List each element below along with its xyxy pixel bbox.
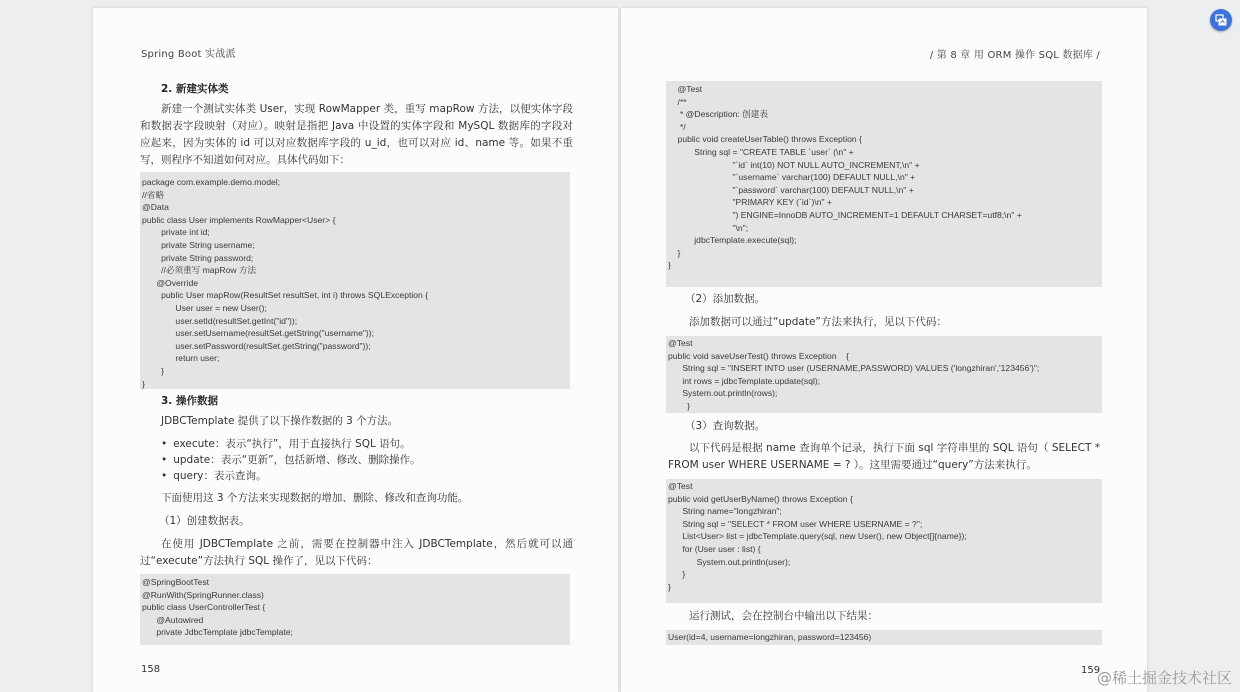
list-item: • query：表示查询。 bbox=[161, 468, 571, 484]
section-2-paragraph: 新建一个测试实体类 User，实现 RowMapper 类，重写 mapRow 方法，以便实体字段和数据表字段映射（对应）。映射是指把 Java 中设置的实体字段和 MySQL 数据库的字段对应起来，因为实体的 id 可以对应数据库字段的 u_id，也可以对应 id、name 等。如果不重写，则程序不知道如何对应。具体代码如下： bbox=[140, 103, 573, 166]
create-table-code-block: @Test /** * @Description: 创建表 */ public void createUserTable() throws Exception { String sql = "CREATE TABLE `user` (\n" + "`id` int(10) NOT NULL AUTO_INCREMENT,\n" + "`username` varchar(100) DEFAULT NULL,\n" + "`password` varchar(100) DEFAULT NULL,\n" + "PRIMARY KEY (`id`)\n" + ") ENGINE=InnoDB AUTO_INCREMENT=1 DEFAULT CHARSET=utf8;\n" + "\n"; jdbcTemplate.execute(sql); } } bbox=[666, 81, 1102, 287]
list-item: • update：表示“更新”，包括新增、修改、删除操作。 bbox=[161, 452, 571, 468]
method-list bbox=[161, 436, 571, 484]
console-output-block: User(id=4, username=longzhiran, password=123456) bbox=[666, 630, 1102, 645]
add-data-paragraph: 添加数据可以通过“update”方法来执行，见以下代码： bbox=[689, 316, 947, 328]
query-paragraph: 以下代码是根据 name 查询单个记录，执行下面 sql 字符串里的 SQL 语句（ SELECT * FROM user WHERE USERNAME = ? ）。这里需要通过“query”方法来执行。 bbox=[668, 442, 1100, 471]
page-number: 159 bbox=[1081, 665, 1101, 676]
section-3-title: 3. 操作数据 bbox=[161, 395, 218, 407]
list-item: • execute：表示“执行”，用于直接执行 SQL 语句。 bbox=[161, 436, 571, 452]
subsection-3-title: （3）查询数据。 bbox=[685, 420, 766, 432]
get-user-code-block: @Test public void getUserByName() throws Exception { String name="longzhiran"; String sql = "SELECT * FROM user WHERE USERNAME = ?"; List<User> list = jdbcTemplate.query(sql, new User(), new Object[]{name}); for (User user : list) { System.out.println(user); } } bbox=[666, 479, 1102, 603]
section-3-intro: JDBCTemplate 提供了以下操作数据的 3 个方法。 bbox=[161, 415, 399, 427]
controller-test-code-block: @SpringBootTest @RunWith(SpringRunner.class) public class UserControllerTest { @Autowired private JdbcTemplate jdbcTemplate; bbox=[140, 574, 570, 645]
chapter-header: / 第 8 章 用 ORM 操作 SQL 数据库 / bbox=[929, 50, 1100, 61]
floating-action-button[interactable] bbox=[1210, 9, 1232, 31]
methods-paragraph: 下面使用这 3 个方法来实现数据的增加、删除、修改和查询功能。 bbox=[161, 492, 469, 504]
book-title-header: Spring Boot 实战派 bbox=[141, 49, 236, 60]
user-class-code-block: package com.example.demo.model; //省略 @Data public class User implements RowMapper<User> { private int id; private String username; private String password; //必须重写 mapRow 方法 @Override public User mapRow(ResultSet resultSet, int i) throws SQLException { User user = new User(); user.setId(resultSet.getInt("id")); user.setUsername(resultSet.getString("username")); user.setPassword(resultSet.getString("password")); return user; } } bbox=[140, 172, 570, 389]
page-number: 158 bbox=[141, 664, 161, 675]
subsection-1-title: （1）创建数据表。 bbox=[159, 515, 250, 527]
section-2-title: 2. 新建实体类 bbox=[161, 83, 229, 95]
translate-icon bbox=[1215, 14, 1227, 26]
right-page bbox=[621, 8, 1147, 692]
execute-paragraph: 在使用 JDBCTemplate 之前，需要在控制器中注入 JDBCTemplate，然后就可以通过“execute”方法执行 SQL 操作了，见以下代码： bbox=[140, 538, 573, 567]
run-test-paragraph: 运行测试，会在控制台中输出以下结果： bbox=[689, 610, 878, 622]
subsection-2-title: （2）添加数据。 bbox=[685, 293, 766, 305]
watermark-text: @稀土掘金技术社区 bbox=[1096, 669, 1232, 687]
save-user-code-block: @Test public void saveUserTest() throws Exception { String sql = "INSERT INTO user (USERNAME,PASSWORD) VALUES ('longzhiran','123456')"; int rows = jdbcTemplate.update(sql); System.out.println(rows); } bbox=[666, 336, 1102, 413]
left-page bbox=[93, 8, 618, 692]
